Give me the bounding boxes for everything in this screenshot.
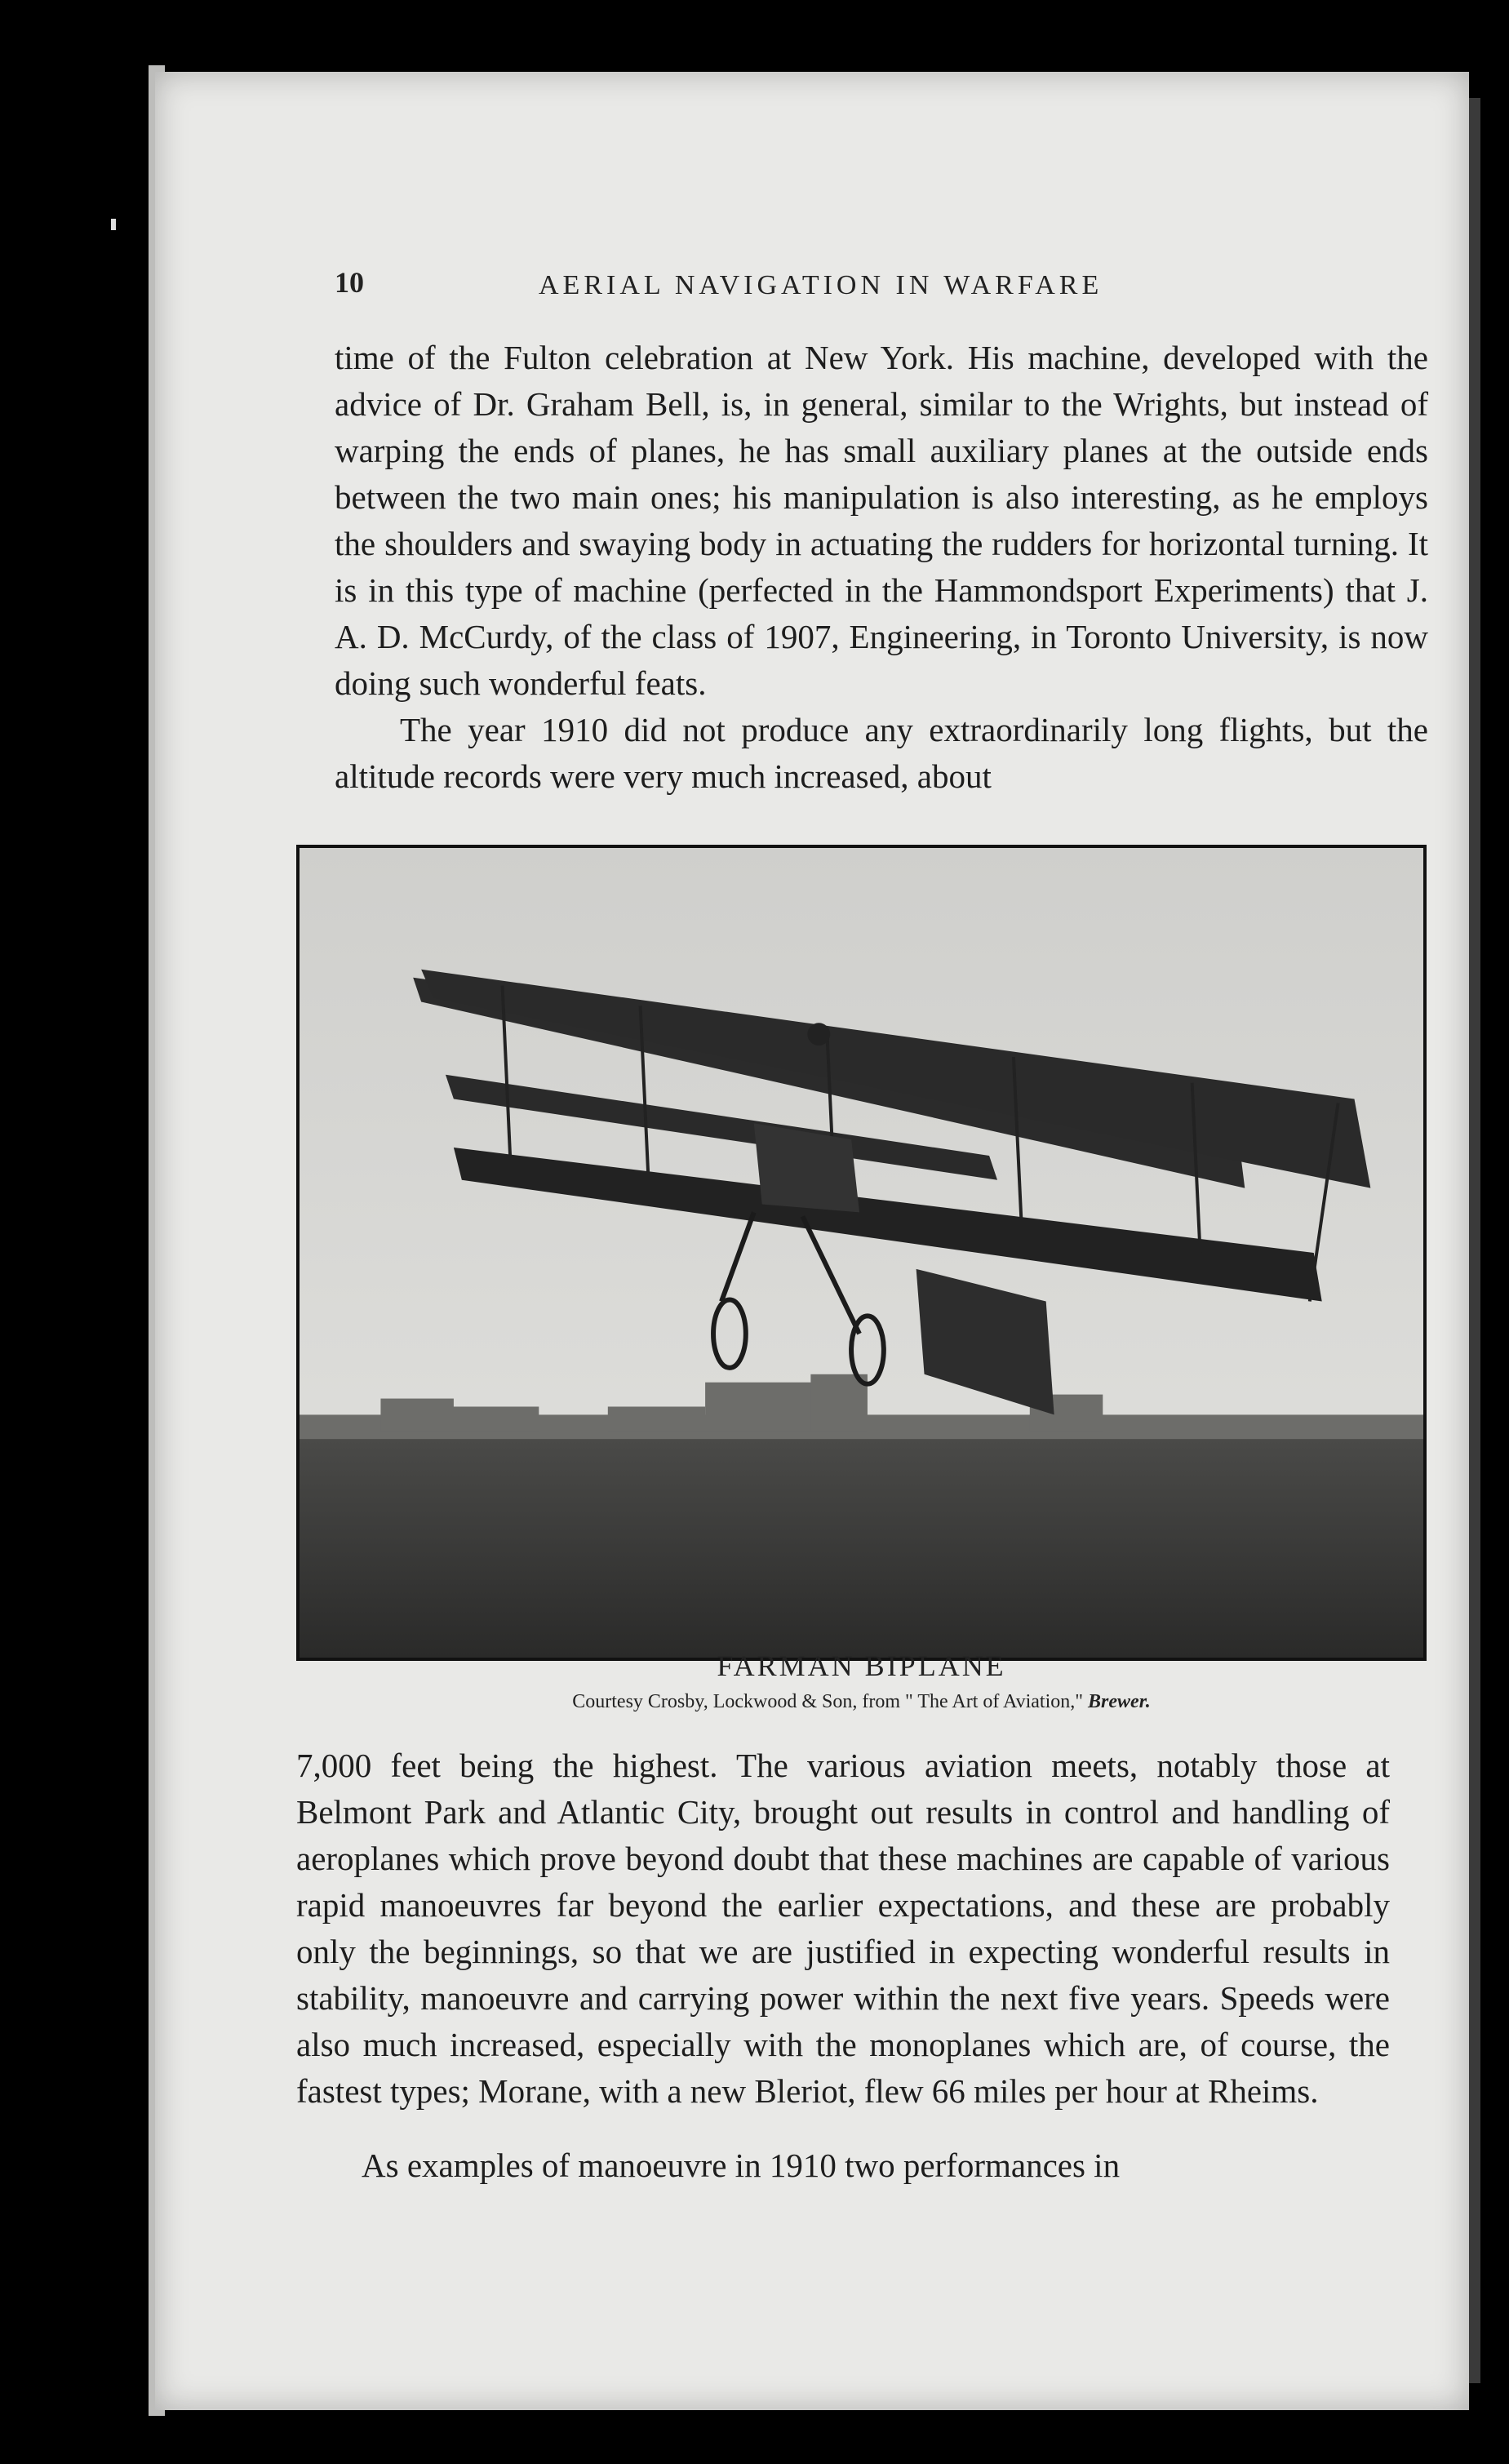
paragraph: time of the Fulton celebration at New York. His machine, developed with the advice of Dr. Graham Bell, is, in general, similar to the Wrights, but instead of warping the ends of planes, he has small auxiliary planes at the outside ends between the two main ones; his manipulation is also interesting, as he employs the shoulders and swaying body in actuating the rudders for horizontal turning. It is in this type of machine (perfected in the Hammondsport Experiments) that J. A. D. McCurdy, of the class of 1907, Engineering, in Toronto University, is now doing such wonderful feats. — [335, 339, 1428, 702]
page-header — [335, 265, 1240, 306]
paragraph: The year 1910 did not produce any extraordinarily long flights, but the altitude records were very much increased, about — [335, 710, 1428, 795]
running-head: AERIAL NAVIGATION IN WARFARE — [539, 270, 1103, 300]
biplane-image — [300, 848, 1423, 1658]
caption-title: FARMAN BIPLANE — [717, 1649, 1006, 1682]
page-number: 10 — [335, 266, 364, 299]
paragraph: 7,000 feet being the highest. The various aviation meets, notably those at Belmont Park and Atlantic City, brought out results in control and handling of aeroplanes which prove beyond doubt that these machines are capable of various rapid manoeuvres far beyond the earlier expectations, and these are probably only the beginnings, so that we are justified in expecting wonderful results in stability, manoeuvre and carrying power within the next five years. Speeds were also much increased, especially with the monoplanes which are, of course, the fastest types; Morane, with a new Bleriot, flew 66 miles per hour at Rheims. — [296, 1747, 1390, 2110]
scan-mark — [111, 219, 116, 230]
bottom-text-block — [296, 1743, 1390, 2189]
figure-caption — [296, 1649, 1427, 1713]
caption-credit — [296, 1691, 1427, 1713]
credit-text: Courtesy Crosby, Lockwood & Son, from " The Art of Aviation," — [572, 1691, 1084, 1712]
biplane-photograph — [296, 845, 1427, 1661]
credit-author: Brewer. — [1088, 1691, 1151, 1712]
paragraph: As examples of manoeuvre in 1910 two performances in — [362, 2146, 1121, 2184]
top-text-block — [335, 335, 1428, 800]
